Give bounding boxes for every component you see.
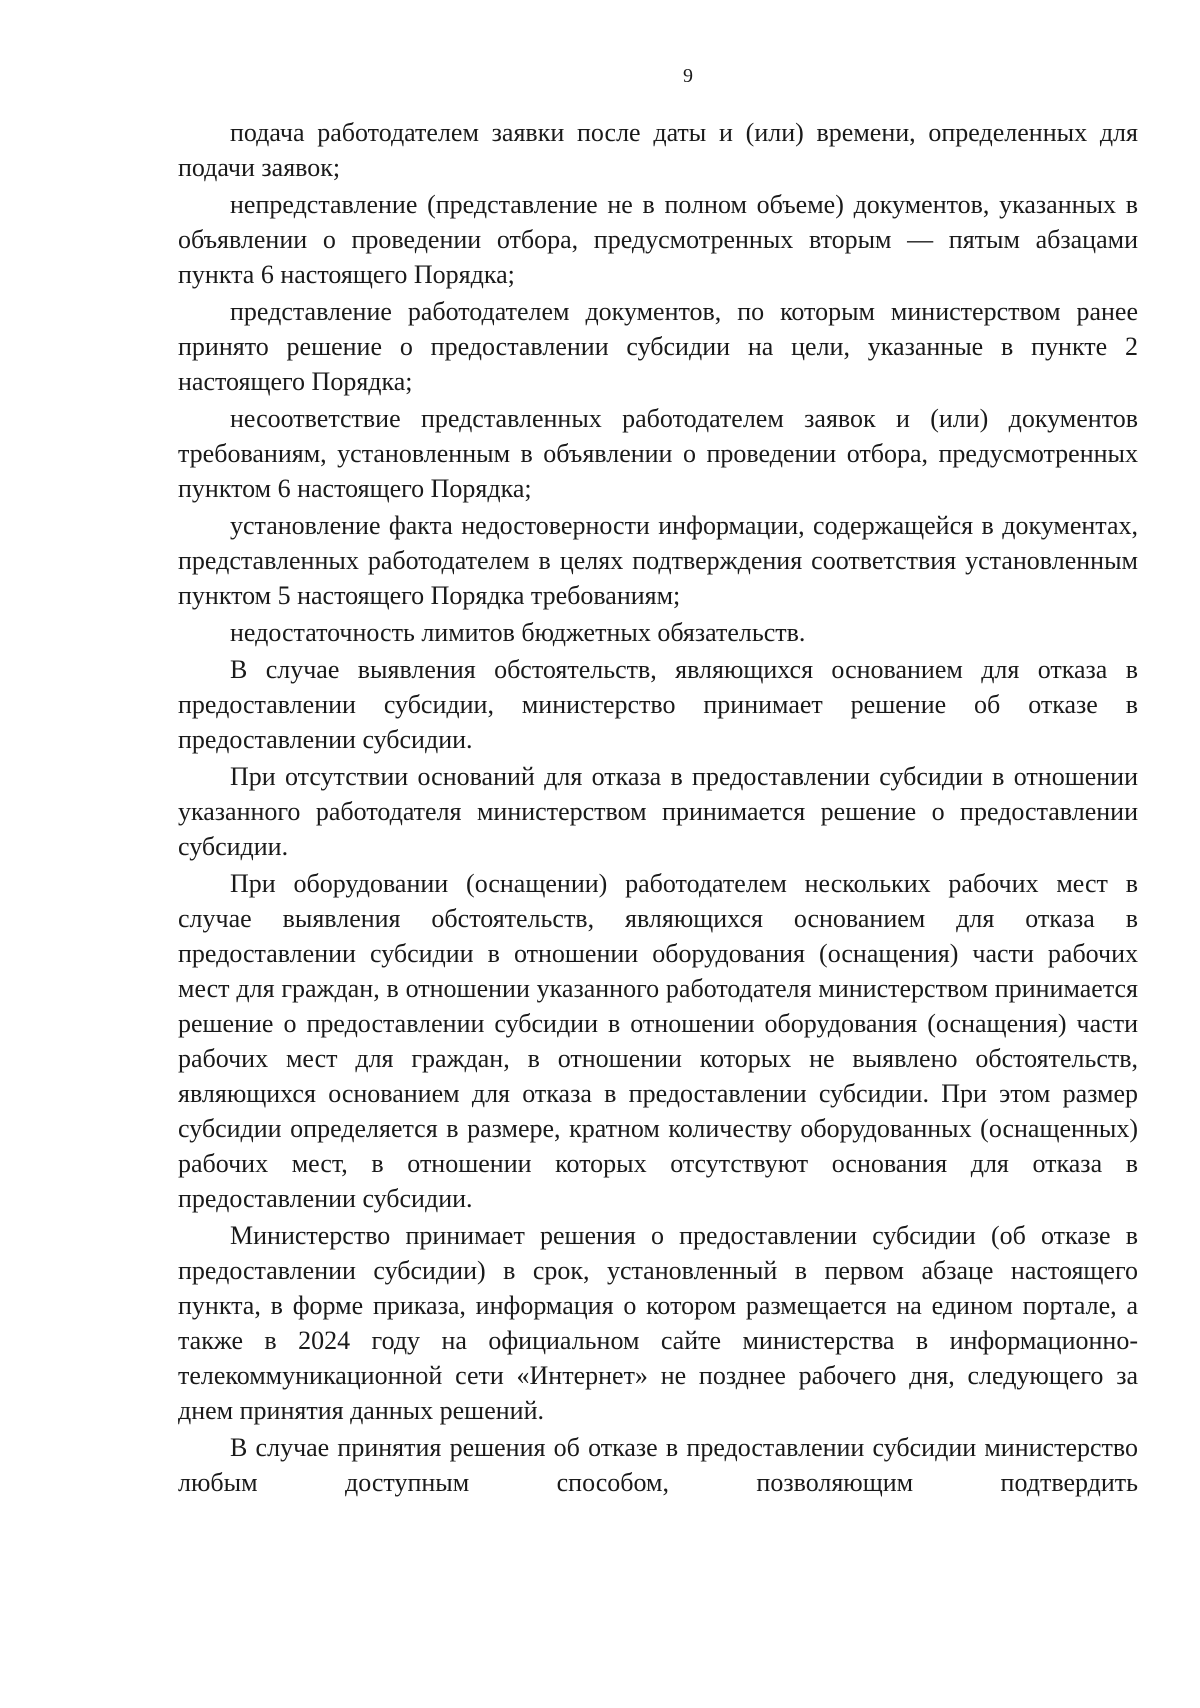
paragraph-insufficient-limits: недостаточность лимитов бюджетных обязательств. <box>230 618 806 647</box>
paragraph-multiple-workplaces: При оборудовании (оснащении) работодателем нескольких рабочих мест в случае выявления обстоятельств, являющихся основанием для отказа в предоставлении субсидии в отношении оборудования (оснащения) части рабочих мест для граждан, в отношении указанного работодателя министерством принимается решение о предоставлении субсидии в отношении оборудования (оснащения) части рабочих мест для граждан, в отношении которых не выявлено обстоятельств, являющихся основанием для отказа в предоставлении субсидии. При этом размер субсидии определяется в размере, кратном количеству оборудованных (оснащенных) рабочих мест, в отношении которых отсутствуют основания для отказа в предоставлении субсидии. <box>178 869 1138 1213</box>
document-body <box>178 115 1138 1502</box>
paragraph-decision-publication: Министерство принимает решения о предоставлении субсидии (об отказе в предоставлении субсидии) в срок, установленный в первом абзаце настоящего пункта, в форме приказа, информация о котором размещается на едином портале, а также в 2024 году на официальном сайте министерства в информационно-телекоммуникационной сети «Интернет» не позднее рабочего дня, следующего за днем принятия данных решений. <box>178 1221 1138 1425</box>
page-number: 9 <box>683 65 693 87</box>
paragraph-grant-decision: При отсутствии оснований для отказа в предоставлении субсидии в отношении указанного работодателя министерством принимается решение о предоставлении субсидии. <box>178 762 1138 861</box>
paragraph-false-information: установление факта недостоверности информации, содержащейся в документах, представленных работодателем в целях подтверждения соответствия установленным пунктом 5 настоящего Порядка требованиям; <box>178 511 1138 610</box>
paragraph-refusal-decision: В случае выявления обстоятельств, являющихся основанием для отказа в предоставлении субсидии, министерство принимает решение об отказе в предоставлении субсидии. <box>178 655 1138 754</box>
paragraph-missing-documents: непредставление (представление не в полном объеме) документов, указанных в объявлении о проведении отбора, предусмотренных вторым — пятым абзацами пункта 6 настоящего Порядка; <box>178 190 1138 289</box>
paragraph-nonconformity: несоответствие представленных работодателем заявок и (или) документов требованиям, установленным в объявлении о проведении отбора, предусмотренных пунктом 6 настоящего Порядка; <box>178 404 1138 503</box>
paragraph-repeat-documents: представление работодателем документов, по которым министерством ранее принято решение о предоставлении субсидии на цели, указанные в пункте 2 настоящего Порядка; <box>178 297 1138 396</box>
paragraph-refusal-notification: В случае принятия решения об отказе в предоставлении субсидии министерство любым доступным способом, позволяющим подтвердить <box>178 1433 1138 1497</box>
paragraph-late-application: подача работодателем заявки после даты и (или) времени, определенных для подачи заявок; <box>178 118 1138 182</box>
